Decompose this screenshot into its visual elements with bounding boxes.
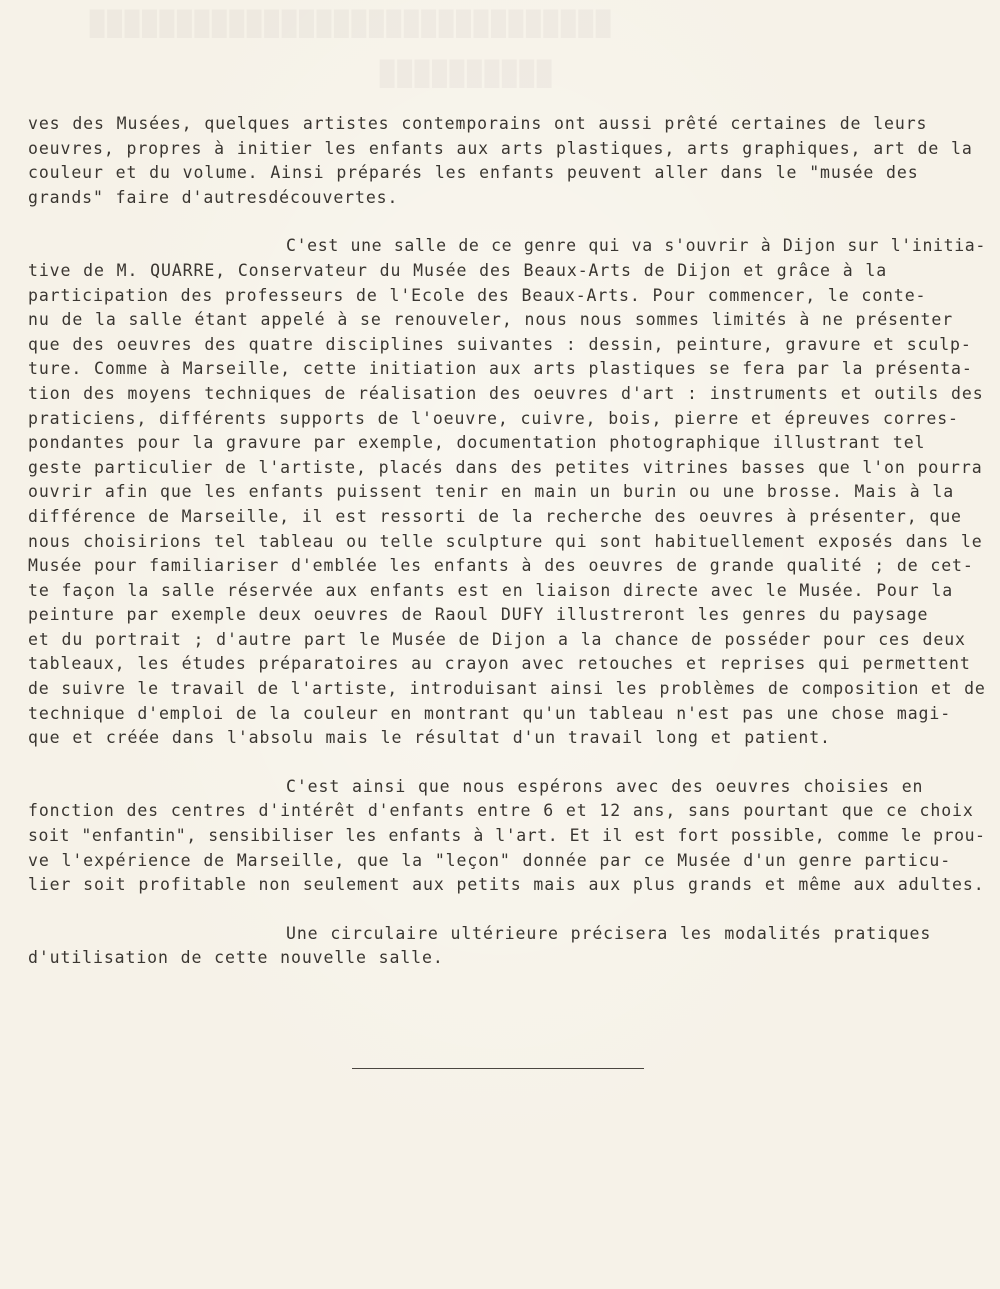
text-line: nous choisirions tel tableau ou telle sculpture qui sont habituellement exposés dans le (28, 531, 983, 551)
text-line: grands" faire d'autresdécouvertes. (28, 187, 399, 207)
text-line: ve l'expérience de Marseille, que la "leçon" donnée par ce Musée d'un genre particu- (28, 850, 952, 870)
text-line: C'est une salle de ce genre qui va s'ouvrir à Dijon sur l'initia- (286, 236, 986, 256)
text-line: oeuvres, propres à initier les enfants aux arts plastiques, arts graphiques, art de la (28, 138, 973, 158)
text-line: pondantes pour la gravure par exemple, documentation photographique illustrant tel (28, 433, 926, 453)
text-line: te façon la salle réservée aux enfants est en liaison directe avec le Musée. Pour la (28, 580, 954, 600)
text-line: ture. Comme à Marseille, cette initiation aux arts plastiques se fera par la présenta- (28, 359, 973, 379)
text-line: tive de M. QUARRE, Conservateur du Musée des Beaux-Arts de Dijon et grâce à la (28, 260, 888, 280)
text-line: et du portrait ; d'autre part le Musée de Dijon a la chance de posséder pour ces deux (28, 629, 966, 649)
text-line: nu de la salle étant appelé à se renouveler, nous nous sommes limités à ne présenter (28, 310, 954, 330)
text-line: participation des professeurs de l'Ecole des Beaux-Arts. Pour commencer, le conte- (28, 285, 927, 305)
text-line: lier soit profitable non seulement aux petits mais aux plus grands et même aux adultes. (28, 875, 985, 895)
text-line: ves des Musées, quelques artistes contemporains ont aussi prêté certaines de leurs (28, 114, 928, 133)
text-line: tion des moyens techniques de réalisation des oeuvres d'art : instruments et outils des (28, 383, 984, 403)
text-line: technique d'emploi de la couleur en montrant qu'un tableau n'est pas une chose magi- (28, 703, 952, 723)
text-line: que des oeuvres des quatre disciplines suivantes : dessin, peinture, gravure et sculp- (28, 334, 972, 354)
text-line: différence de Marseille, il est ressorti de la recherche des oeuvres à présenter, que (28, 506, 962, 526)
text-line: peinture par exemple deux oeuvres de Raoul DUFY illustreront les genres du paysage (28, 605, 929, 625)
text-line: couleur et du volume. Ainsi préparés les enfants peuvent aller dans le "musée des (28, 163, 919, 183)
show-through-header: ██████████████████████████████ ██████████ (90, 10, 614, 88)
closing-rule (352, 1068, 644, 1069)
text-line: fonction des centres d'intérêt d'enfants entre 6 et 12 ans, sans pourtant que ce choix (28, 801, 974, 821)
text-line: d'utilisation de cette nouvelle salle. (28, 948, 444, 968)
paragraph-gap (28, 210, 986, 234)
paragraph-gap (28, 751, 986, 775)
text-line: ouvrir afin que les enfants puissent tenir en main un burin ou une brosse. Mais à la (28, 482, 955, 502)
letter-body (28, 112, 986, 971)
text-line: tableaux, les études préparatoires au crayon avec retouches et reprises qui permettent (28, 654, 971, 674)
paragraph-4 (28, 922, 986, 971)
text-line: Musée pour familiariser d'emblée les enfants à des oeuvres de grande qualité ; de cet- (28, 556, 974, 576)
paragraph-gap (28, 898, 986, 922)
text-line: Une circulaire ultérieure précisera les modalités pratiques (286, 923, 932, 943)
paragraph-3 (28, 775, 986, 898)
text-line: soit "enfantin", sensibiliser les enfants à l'art. Et il est fort possible, comme le prou- (28, 826, 986, 846)
text-line: C'est ainsi que nous espérons avec des oeuvres choisies en (286, 776, 924, 796)
text-line: que et créée dans l'absolu mais le résultat d'un travail long et patient. (28, 728, 831, 748)
paragraph-2 (28, 234, 986, 750)
text-line: praticiens, différents supports de l'oeuvre, cuivre, bois, pierre et épreuves corres- (28, 408, 959, 428)
text-line: geste particulier de l'artiste, placés dans des petites vitrines basses que l'on pourra (28, 457, 983, 477)
paragraph-1 (28, 112, 986, 210)
text-line: de suivre le travail de l'artiste, introduisant ainsi les problèmes de composition et de (28, 679, 986, 699)
